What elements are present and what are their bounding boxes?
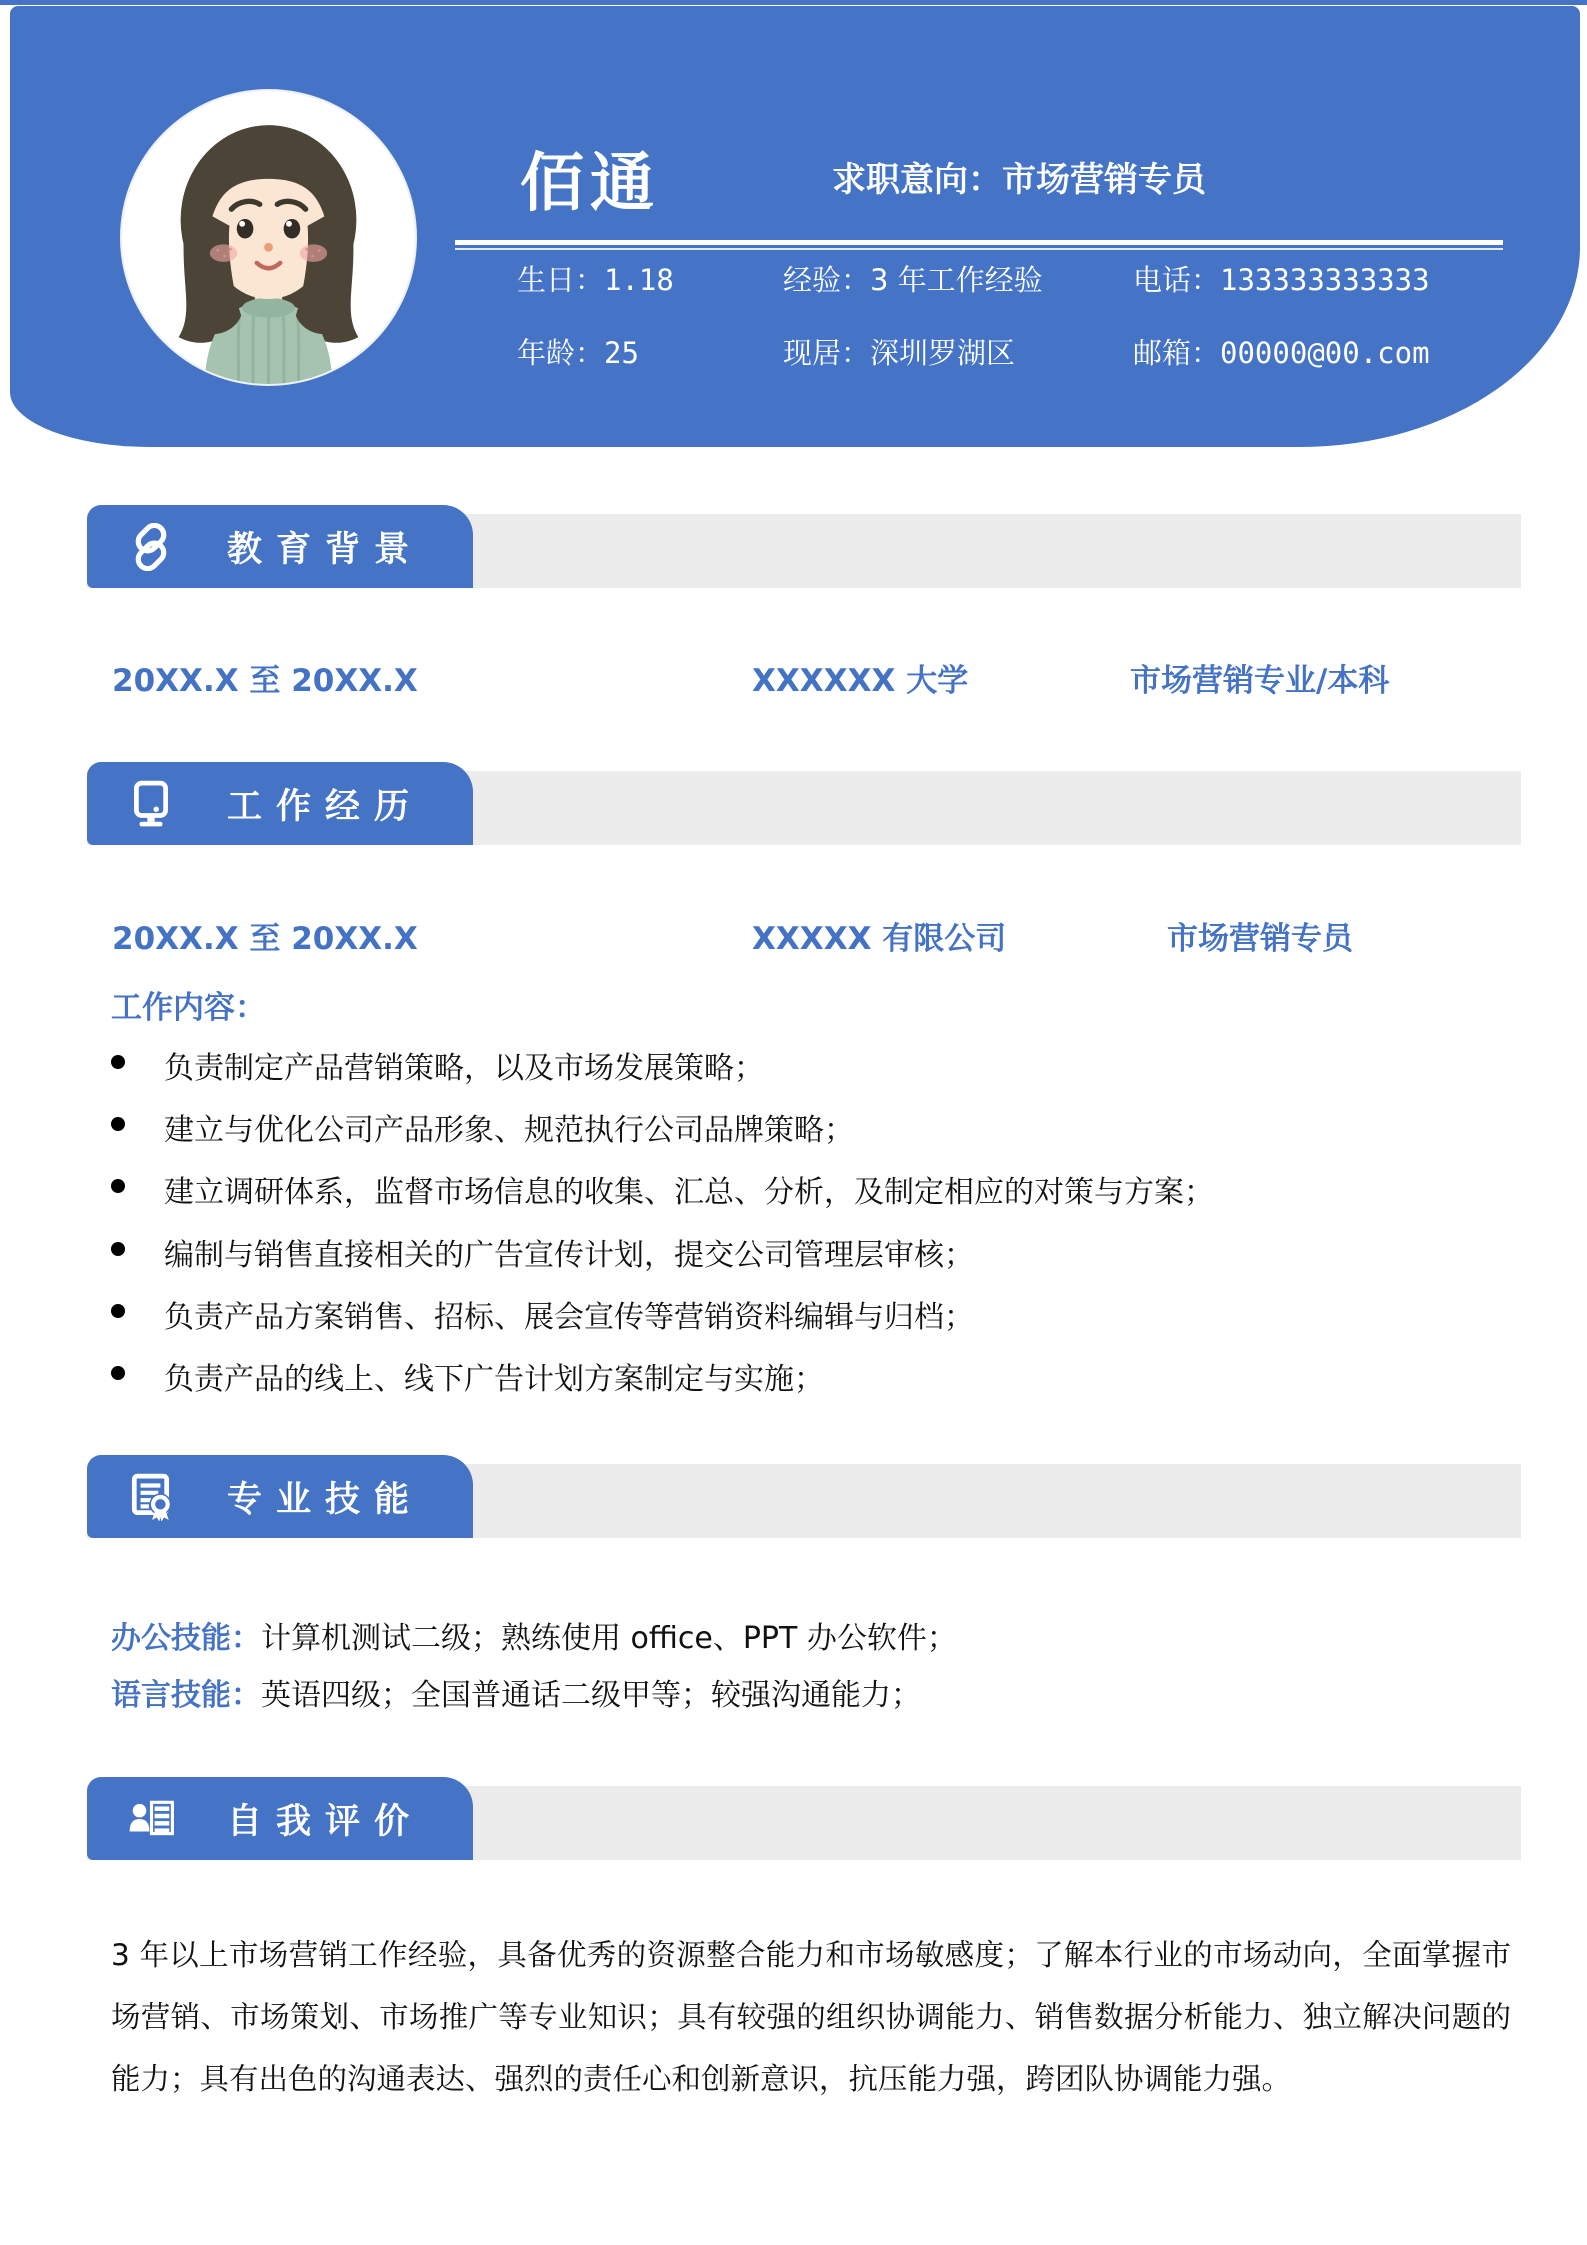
info-experience: 经验：3 年工作经验 [783, 263, 1043, 297]
bullet-icon [111, 1055, 125, 1069]
job-objective: 求职意向：市场营销专员 [832, 160, 1206, 200]
header-divider [455, 240, 1503, 250]
bullet-icon [111, 1179, 125, 1193]
info-birthday: 生日：1.18 [517, 263, 674, 297]
bullet-icon [111, 1366, 125, 1380]
self-evaluation-text: 3 年以上市场营销工作经验，具备优秀的资源整合能力和市场敏感度；了解本行业的市场动向，全面掌握市场营销、市场策划、市场推广等专业知识；具有较强的组织协调能力、销售数据分析能力、独立解决问题的能力；具有出色的沟通表达、强烈的责任心和创新意识，抗压能力强，跨团队协调能力强。 [111, 1938, 1511, 2096]
skill-label: 办公技能： [111, 1621, 261, 1656]
monitor-icon [127, 780, 175, 828]
work-duty-item: 负责产品的线上、线下广告计划方案制定与实施； [111, 1342, 1531, 1404]
info-email: 邮箱：00000@00.com [1133, 336, 1430, 370]
person-card-icon [127, 1795, 175, 1843]
work-duty-item: 建立调研体系，监督市场信息的收集、汇总、分析，及制定相应的对策与方案； [111, 1155, 1531, 1217]
bullet-icon [111, 1304, 125, 1318]
bullet-icon [111, 1242, 125, 1256]
avatar-illustration [122, 91, 415, 384]
skill-language-row: 语言技能：英语四级；全国普通话二级甲等；较强沟通能力； [111, 1678, 921, 1713]
page-top-rule [0, 0, 1587, 5]
avatar [122, 91, 415, 384]
work-duty-item: 负责产品方案销售、招标、展会宣传等营销资料编辑与归档； [111, 1280, 1531, 1342]
info-residence: 现居：深圳罗湖区 [783, 336, 1016, 370]
work-duty-item: 编制与销售直接相关的广告宣传计划，提交公司管理层审核； [111, 1218, 1531, 1280]
certificate-icon [127, 1473, 175, 1521]
candidate-name: 佰通 [520, 147, 660, 221]
section-title-education: 教育背景 [227, 529, 424, 570]
work-position: 市场营销专员 [1167, 921, 1353, 957]
section-header-work [87, 762, 473, 845]
work-content-label: 工作内容： [111, 990, 266, 1026]
education-period: 20XX.X 至 20XX.X [112, 663, 418, 699]
info-phone: 电话：133333333333 [1133, 263, 1430, 297]
section-header-skills [87, 1455, 473, 1538]
work-company: XXXXX 有限公司 [752, 921, 1007, 957]
link-icon [127, 523, 175, 571]
skill-office-row: 办公技能：计算机测试二级；熟练使用 office、PPT 办公软件； [111, 1621, 957, 1656]
education-school: XXXXXX 大学 [752, 663, 969, 699]
education-major: 市场营销专业/本科 [1130, 663, 1390, 699]
section-header-education [87, 505, 473, 588]
info-age: 年龄：25 [517, 336, 639, 370]
work-duty-item: 建立与优化公司产品形象、规范执行公司品牌策略； [111, 1093, 1531, 1155]
work-period: 20XX.X 至 20XX.X [112, 921, 418, 957]
work-duty-item: 负责制定产品营销策略，以及市场发展策略； [111, 1031, 1531, 1093]
section-title-work: 工作经历 [227, 786, 424, 827]
skill-label: 语言技能： [111, 1678, 261, 1713]
bullet-icon [111, 1117, 125, 1131]
section-header-evaluation [87, 1777, 473, 1860]
section-title-skills: 专业技能 [227, 1479, 424, 1520]
section-title-evaluation: 自我评价 [227, 1801, 424, 1842]
